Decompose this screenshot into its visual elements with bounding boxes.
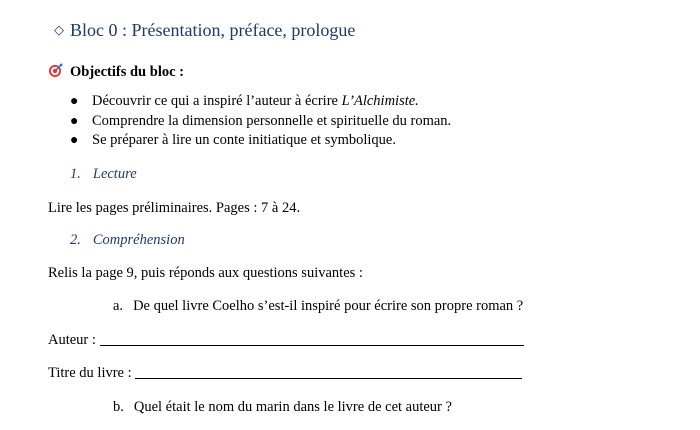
bullet-dot-icon: ● — [70, 94, 79, 109]
section-heading-comprehension — [70, 232, 185, 249]
diamond-bullet-icon: ◇ — [54, 22, 64, 37]
objective-text: Découvrir ce qui a inspiré l’auteur à écrire — [92, 93, 342, 109]
bloc-title-text: Bloc 0 : Présentation, préface, prologue — [70, 20, 356, 40]
objectives-heading-text: Objectifs du bloc : — [70, 64, 184, 80]
section-number: 1. — [70, 166, 81, 182]
list-item — [70, 131, 451, 151]
question-text: De quel livre Coelho s’est-il inspiré pour écrire son propre roman ? — [133, 298, 524, 314]
section-heading-lecture — [70, 166, 137, 183]
list-item — [70, 112, 451, 132]
section-number: 2. — [70, 232, 81, 248]
book-title-italic: L’Alchimiste. — [341, 93, 419, 109]
book-title-answer-line[interactable] — [135, 366, 522, 379]
reading-instruction: Lire les pages préliminaires. Pages : 7 à 24. — [48, 200, 301, 216]
bullet-dot-icon: ● — [70, 133, 79, 148]
section-title: Lecture — [92, 166, 137, 182]
objectives-list — [70, 92, 451, 151]
target-icon — [48, 63, 63, 78]
bullet-dot-icon: ● — [70, 113, 79, 129]
author-field — [48, 332, 524, 349]
book-title-label: Titre du livre : — [48, 365, 132, 381]
objective-text: Se préparer à lire un conte initiatique et symbolique. — [92, 132, 396, 148]
question-letter: a. — [113, 298, 124, 314]
question-a — [113, 298, 523, 315]
author-answer-line[interactable] — [100, 333, 524, 346]
objectives-heading — [48, 63, 184, 81]
section-title: Compréhension — [92, 232, 185, 248]
question-b — [113, 399, 452, 416]
comprehension-instruction: Relis la page 9, puis réponds aux questions suivantes : — [48, 265, 363, 281]
bloc-title — [54, 20, 355, 41]
book-title-field — [48, 365, 522, 382]
question-text: Quel était le nom du marin dans le livre de cet auteur ? — [133, 399, 452, 415]
author-label: Auteur : — [48, 332, 96, 348]
list-item — [70, 92, 451, 112]
question-letter: b. — [113, 399, 124, 415]
objective-text: Comprendre la dimension personnelle et spirituelle du roman. — [92, 112, 452, 129]
